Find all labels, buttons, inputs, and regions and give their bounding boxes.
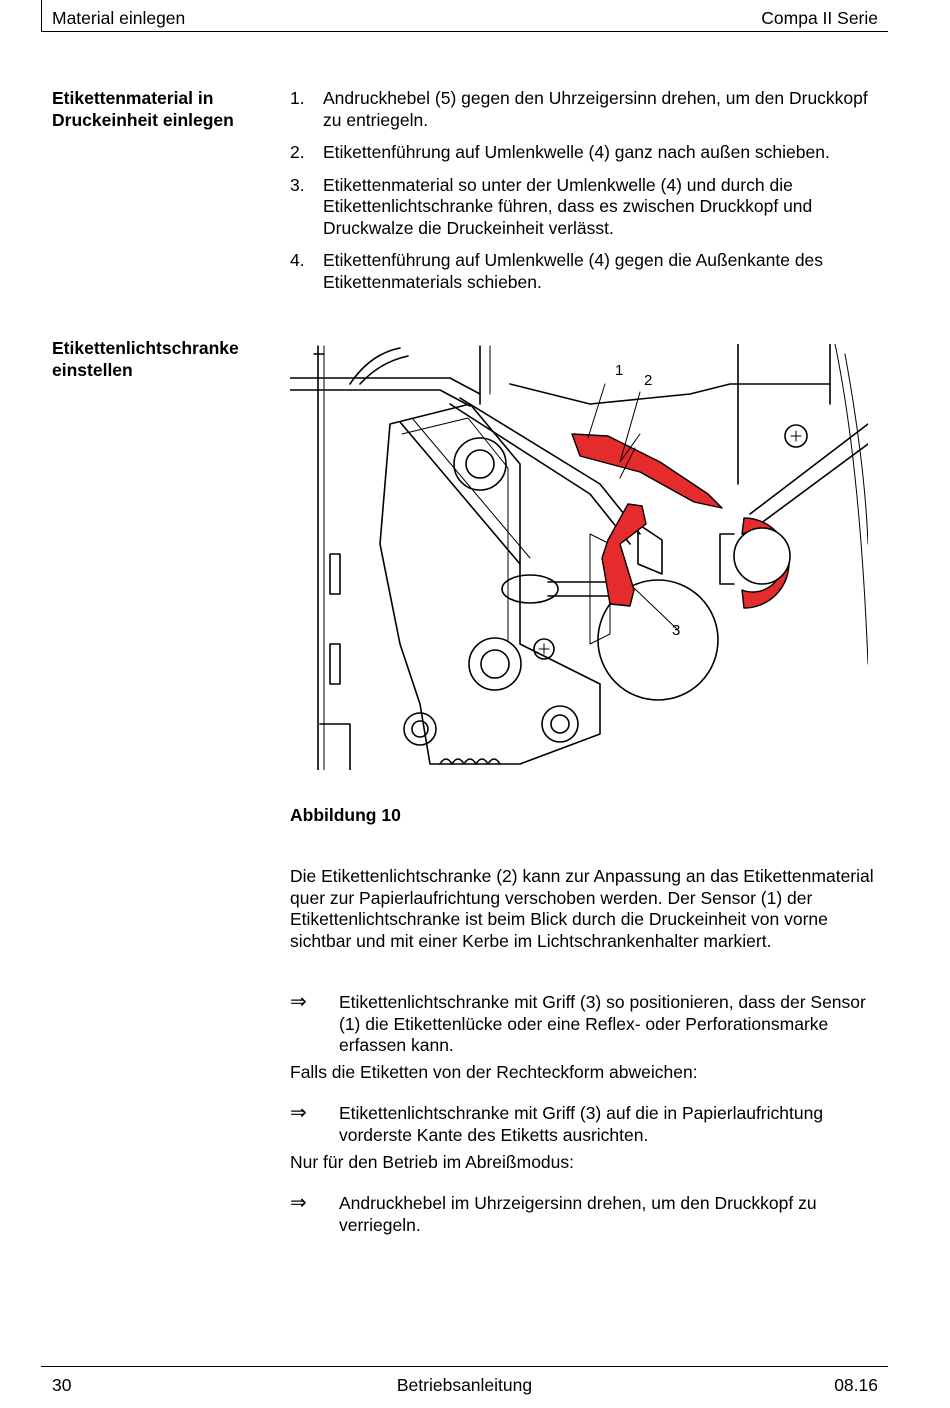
page-header xyxy=(41,0,888,32)
step-item: 2. Etikettenführung auf Umlenkwelle (4) ganz nach außen schieben. xyxy=(290,142,830,162)
figure-label-1: 1 xyxy=(615,362,624,379)
figure-label-2: 2 xyxy=(644,372,653,389)
arrow-icon: ⇒ xyxy=(290,1102,307,1124)
arrow-icon: ⇒ xyxy=(290,1192,307,1214)
insert-steps-list xyxy=(290,88,880,304)
section-title-insert-material: Etikettenmaterial in Druckeinheit einlegen xyxy=(52,88,234,130)
footer-title: Betriebsanleitung xyxy=(396,1375,533,1395)
step-item: 3. Etikettenmaterial so unter der Umlenkwelle (4) und durch die Etikettenlichtschranke führen, dass es zwischen Druckkopf und Druckwalze die Druckeinheit verlässt. xyxy=(290,174,813,238)
figure-label-3: 3 xyxy=(672,622,681,639)
section-title-adjust-sensor: Etikettenlichtschranke einstellen xyxy=(52,338,239,380)
page-footer xyxy=(41,1366,888,1408)
step-item: 1. Andruckhebel (5) gegen den Uhrzeigersinn drehen, um den Druckkopf zu entriegeln. xyxy=(290,88,868,130)
header-product: Compa II Serie xyxy=(761,8,878,28)
page-number: 30 xyxy=(52,1375,72,1395)
arrow-icon: ⇒ xyxy=(290,991,307,1013)
step-item: 4. Etikettenführung auf Umlenkwelle (4) gegen die Außenkante des Etikettenmaterials schieben. xyxy=(290,250,824,292)
header-chapter: Material einlegen xyxy=(52,8,186,28)
figure-caption: Abbildung 10 xyxy=(290,805,401,825)
sensor-intro-paragraph: Die Etikettenlichtschranke (2) kann zur Anpassung an das Etikettenmaterial quer zur Papierlaufrichtung verschoben werden. Der Sensor (1) der Etikettenlichtschranke ist beim Blick durch die Druckeinheit von vorne sichtbar und mit einer Kerbe im Lichtschrankenhalter markiert. xyxy=(290,866,874,951)
printhead-sensor-figure xyxy=(290,344,868,770)
note-non-rectangular: Falls die Etiketten von der Rechteckform abweichen: xyxy=(290,1062,698,1082)
footer-date: 08.16 xyxy=(834,1375,878,1395)
note-tear-off-mode: Nur für den Betrieb im Abreißmodus: xyxy=(290,1152,575,1172)
